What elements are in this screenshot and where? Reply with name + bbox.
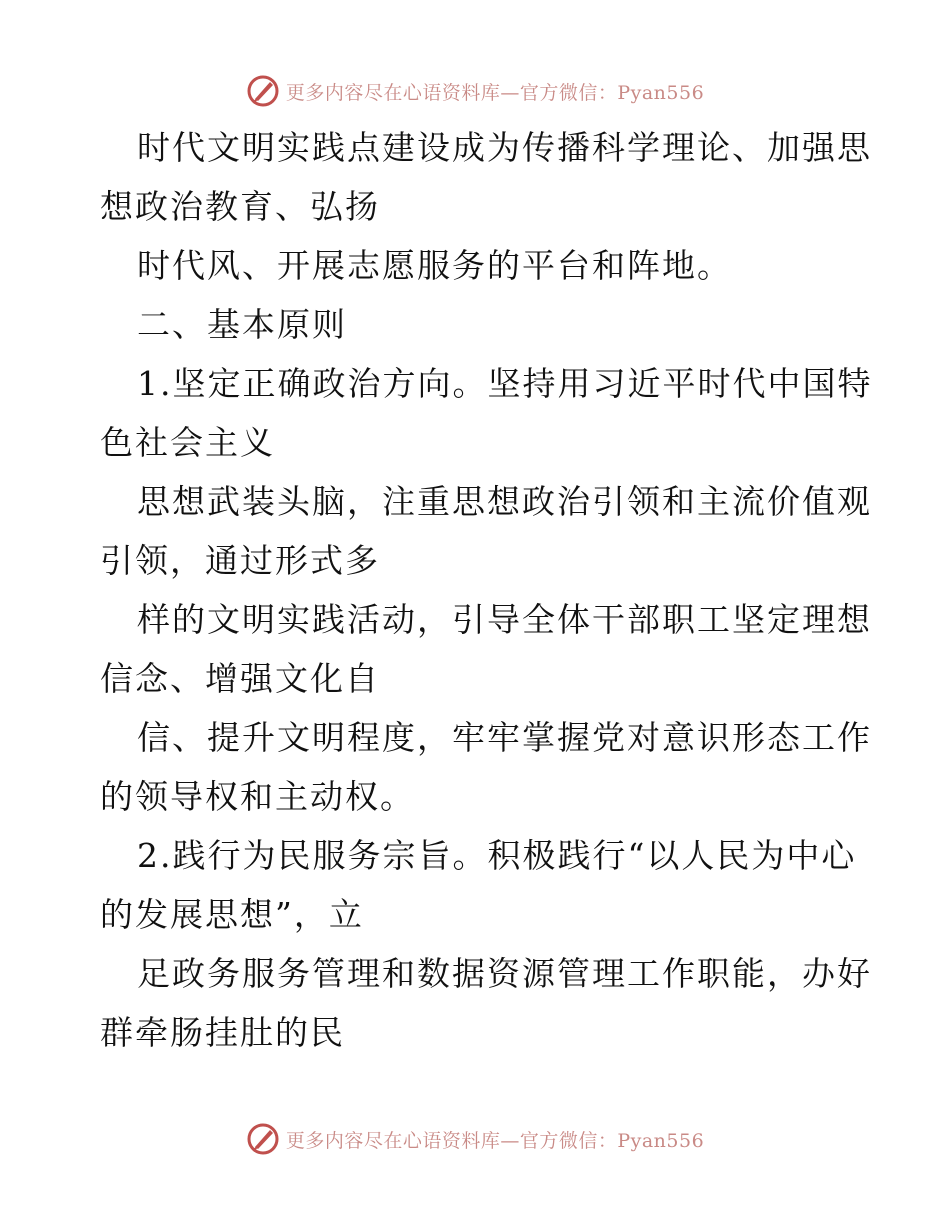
quill-logo-icon: [246, 74, 280, 108]
footer-watermark: [0, 1119, 950, 1159]
text-line: 的发展思想”，立: [100, 895, 364, 934]
watermark-text: 更多内容尽在心语资料库—官方微信：Pyan556: [285, 1129, 705, 1152]
text-line: 时代文明实践点建设成为传播科学理论、加强思: [137, 128, 872, 167]
header-watermark: [0, 71, 950, 111]
text-line: 引领，通过形式多: [100, 541, 380, 580]
text-line: 思想武装头脑，注重思想政治引领和主流价值观: [137, 482, 872, 521]
watermark-text: 更多内容尽在心语资料库—官方微信：Pyan556: [285, 81, 705, 104]
text-line: 想政治教育、弘扬: [100, 187, 380, 226]
text-line: 1.坚定正确政治方向。坚持用习近平时代中国特: [137, 364, 873, 403]
text-line: 色社会主义: [100, 423, 275, 462]
text-line: 的领导权和主动权。: [100, 777, 415, 816]
text-line: 2.践行为民服务宗旨。积极践行“以人民为中心: [137, 836, 857, 875]
text-line: 信、提升文明程度，牢牢掌握党对意识形态工作: [137, 718, 872, 757]
quill-logo-icon: [246, 1122, 280, 1156]
text-line: 时代风、开展志愿服务的平台和阵地。: [137, 246, 732, 285]
text-line: 足政务服务管理和数据资源管理工作职能，办好: [137, 954, 872, 993]
text-line: 样的文明实践活动，引导全体干部职工坚定理想: [137, 600, 872, 639]
text-line: 信念、增强文化自: [100, 659, 380, 698]
text-line: 群牵肠挂肚的民: [100, 1013, 345, 1052]
text-line: 二、基本原则: [137, 305, 347, 344]
document-body: [100, 118, 873, 1062]
